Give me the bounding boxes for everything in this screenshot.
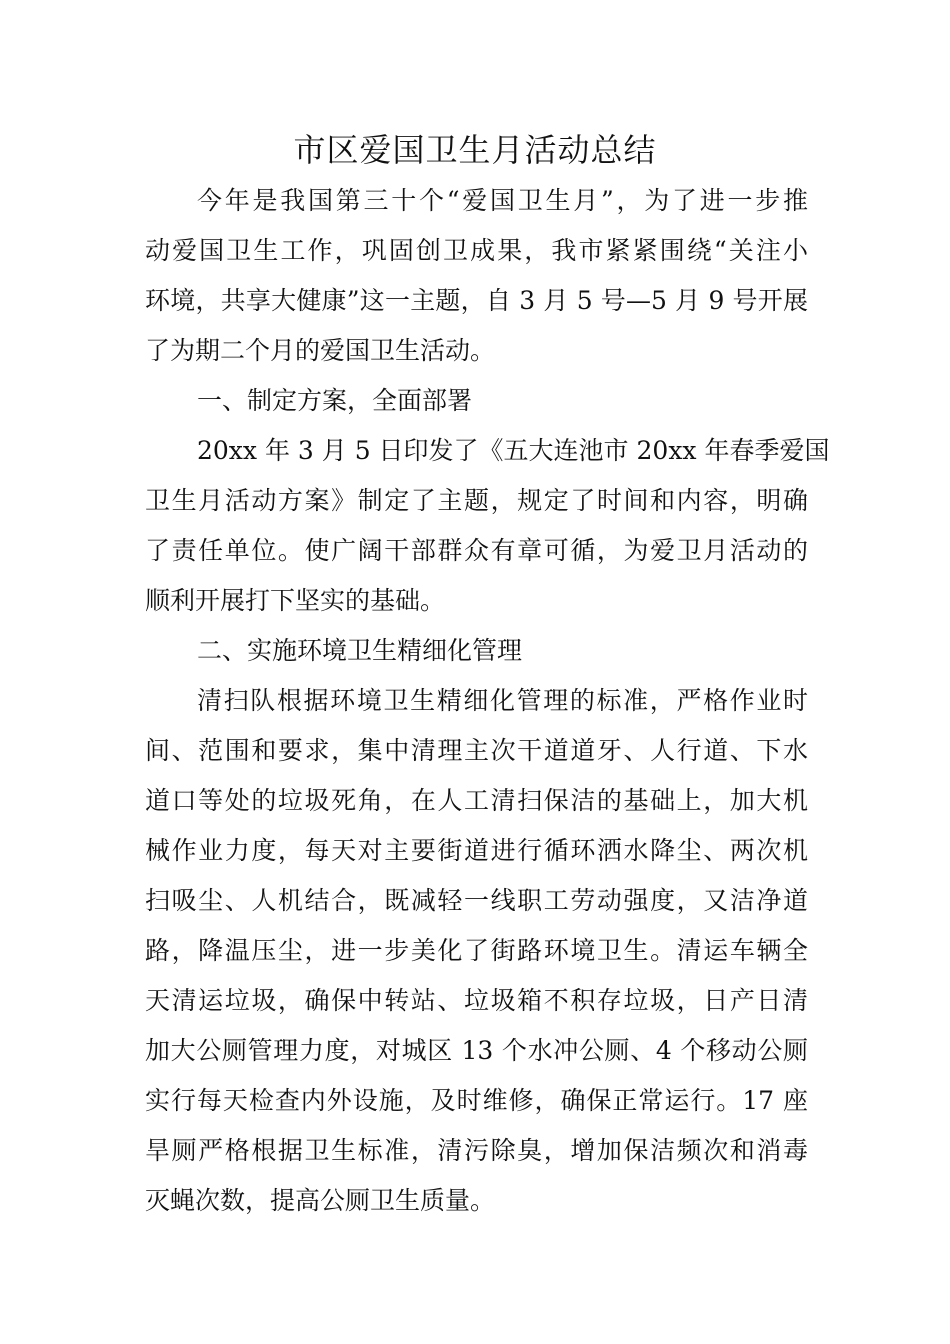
- body-line: 灭蝇次数，提高公厕卫生质量。: [145, 1186, 496, 1215]
- body-line: 间、范围和要求，集中清理主次干道道牙、人行道、下水: [145, 736, 808, 765]
- body-line: 动爱国卫生工作，巩固创卫成果，我市紧紧围绕“关注小: [145, 236, 808, 265]
- body-line: 实行每天检查内外设施，及时维修，确保正常运行。17 座: [145, 1086, 808, 1115]
- body-line: 清扫队根据环境卫生精细化管理的标准，严格作业时: [197, 686, 808, 715]
- body-line: 了为期二个月的爱国卫生活动。: [145, 336, 496, 365]
- body-line: 路，降温压尘，进一步美化了街路环境卫生。清运车辆全: [145, 936, 808, 965]
- body-line: 二、实施环境卫生精细化管理: [197, 636, 523, 665]
- body-line: 械作业力度，每天对主要街道进行循环洒水降尘、两次机: [145, 836, 808, 865]
- body-line: 今年是我国第三十个“爱国卫生月”，为了进一步推: [197, 186, 808, 215]
- body-line: 顺利开展打下坚实的基础。: [145, 586, 446, 615]
- body-line: 天清运垃圾，确保中转站、垃圾箱不积存垃圾，日产日清: [145, 986, 808, 1015]
- body-line: 加大公厕管理力度，对城区 13 个水冲公厕、4 个移动公厕: [145, 1036, 808, 1065]
- body-line: 旱厕严格根据卫生标准，清污除臭，增加保洁频次和消毒: [145, 1136, 808, 1165]
- body-line: 扫吸尘、人机结合，既减轻一线职工劳动强度，又洁净道: [145, 886, 808, 915]
- document-title: 市区爱国卫生月活动总结: [293, 131, 657, 169]
- document-body: [145, 176, 830, 1226]
- body-line: 一、制定方案，全面部署: [197, 386, 473, 415]
- body-line: 道口等处的垃圾死角，在人工清扫保洁的基础上，加大机: [145, 786, 808, 815]
- body-line: 环境，共享大健康”这一主题，自 3 月 5 号—5 月 9 号开展: [145, 286, 808, 315]
- body-line: 了责任单位。使广阔干部群众有章可循，为爱卫月活动的: [145, 536, 808, 565]
- body-line: 卫生月活动方案》制定了主题，规定了时间和内容，明确: [145, 486, 808, 515]
- body-line: 20xx 年 3 月 5 日印发了《五大连池市 20xx 年春季爱国: [197, 436, 830, 465]
